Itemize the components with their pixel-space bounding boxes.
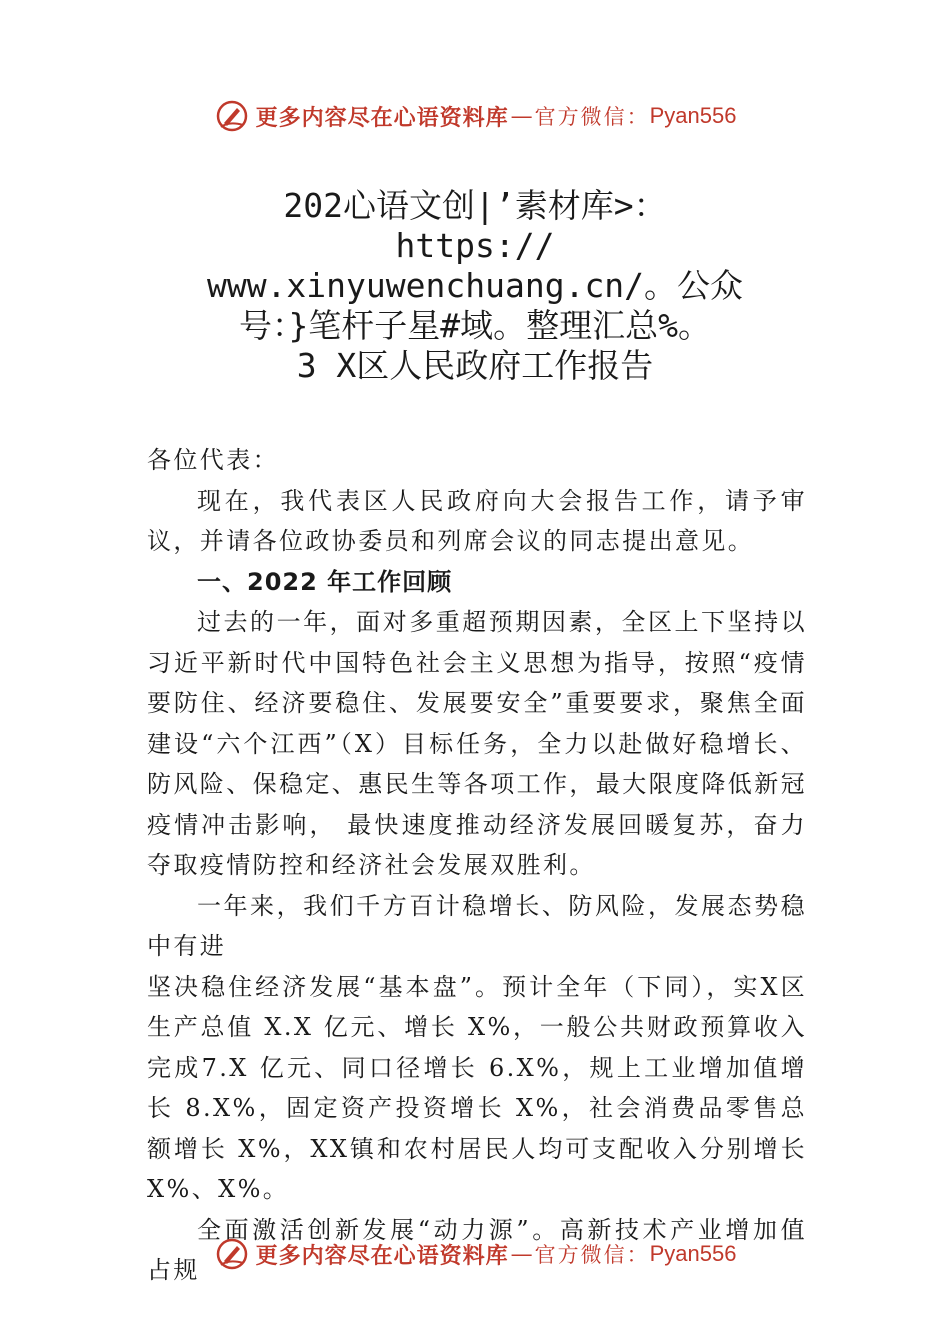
title-line: https:// bbox=[395, 226, 555, 265]
body-paragraph: 一年来，我们千方百计稳增长、防风险，发展态势稳中有进 bbox=[147, 891, 807, 960]
banner-main-text: 更多内容尽在心语资料库 bbox=[255, 1242, 509, 1269]
banner-label: 官方微信： bbox=[534, 105, 650, 129]
banner-label: 官方微信： bbox=[534, 1243, 650, 1267]
footer-banner bbox=[0, 1232, 950, 1276]
title-line: 202心语文创|’素材库>： bbox=[283, 186, 667, 225]
banner-wechat-id: Pyan556 bbox=[649, 103, 737, 128]
economy-paragraph: 坚决稳住经济发展“基本盘”。预计全年（下同），实X区生产总值 X.X 亿元、增长 X%，一般公共财政预算收入完成7.X 亿元、同口径增长 6.X%，规上工业增加值增长 8.X%，固定资产投资增长 X%，社会消费品零售总额增长 X%，XX镇和农村居民人均可支配收入分别增长 X%、X%。 bbox=[147, 972, 807, 1203]
banner-separator: — bbox=[510, 103, 533, 129]
title-line: 3 X区人民政府工作报告 bbox=[296, 346, 654, 385]
pen-circle-logo-icon bbox=[214, 1236, 250, 1272]
body-paragraph: 过去的一年，面对多重超预期因素，全区上下坚持以习近平新时代中国特色社会主义思想为指导，按照“疫情要防住、经济要稳住、发展要安全”重要要求，聚焦全面建设“六个江西”（X）目标任务，全力以赴做好稳增长、防风险、保稳定、惠民生等各项工作，最大限度降低新冠疫情冲击影响， 最快速度推动经济发展回暖复苏，奋力夺取疫情防控和经济社会发展双胜利。 bbox=[147, 608, 807, 879]
document-body bbox=[147, 440, 807, 1291]
salutation: 各位代表： bbox=[147, 446, 279, 474]
intro-paragraph: 现在，我代表区人民政府向大会报告工作，请予审议，并请各位政协委员和列席会议的同志提出意见。 bbox=[147, 486, 807, 555]
banner-wechat-id: Pyan556 bbox=[649, 1241, 737, 1266]
pen-circle-logo-icon bbox=[214, 98, 250, 134]
section-heading: 一、2022 年工作回顾 bbox=[197, 567, 453, 596]
document-title bbox=[150, 186, 800, 386]
header-banner bbox=[0, 94, 950, 138]
banner-main-text: 更多内容尽在心语资料库 bbox=[255, 104, 509, 131]
innovation-paragraph: 全面激活创新发展“动力源”。高新技术产业增加值占规 bbox=[147, 1215, 807, 1284]
title-line: 号：}笔杆子星#域。整理汇总%。 bbox=[238, 306, 712, 345]
banner-separator: — bbox=[510, 1241, 533, 1267]
title-line: www.xinyuwenchuang.cn/。公众 bbox=[206, 266, 744, 305]
